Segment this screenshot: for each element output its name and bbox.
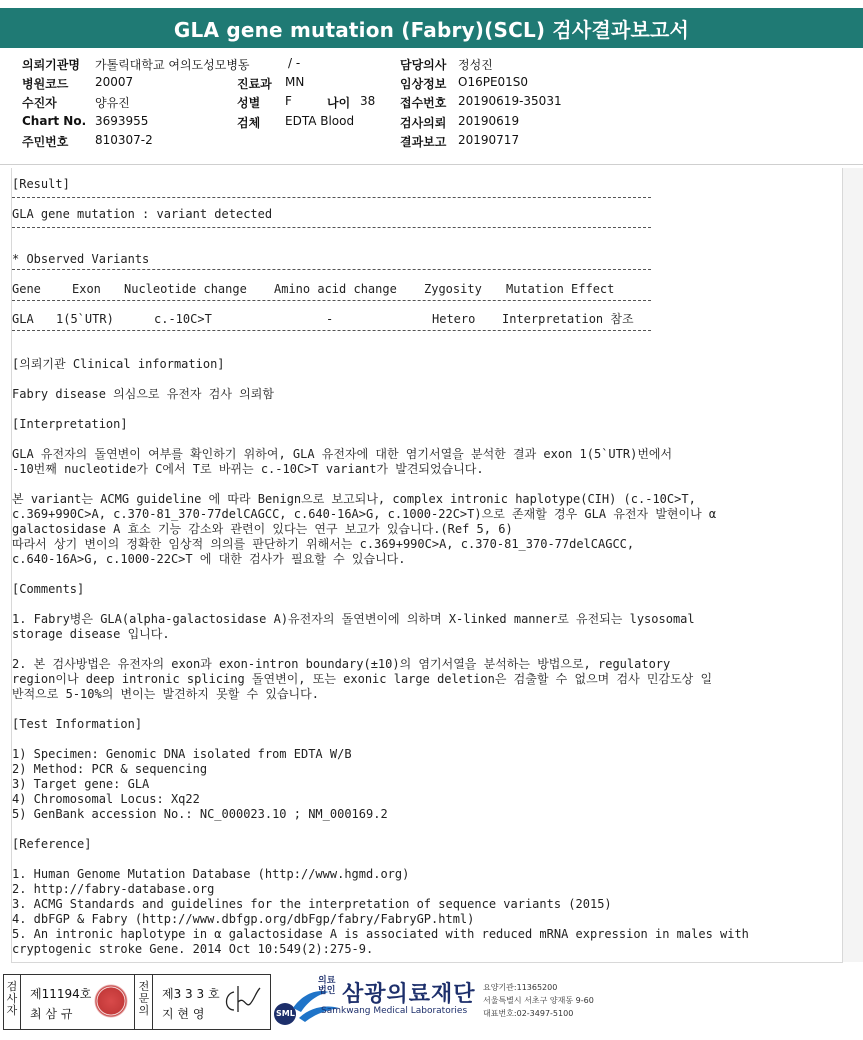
seal-stamp-icon: [94, 984, 128, 1018]
column-header: Zygosity: [424, 282, 482, 296]
column-header: Nucleotide change: [124, 282, 247, 296]
logo-sml-text: SML: [276, 1009, 295, 1018]
sex-value: F: [285, 94, 292, 108]
table-cell: c.-10C>T: [154, 312, 212, 326]
interpretation-line: -10번째 nucleotide가 C에서 T로 바뀌는 c.-10C>T variant가 발견되었습니다.: [12, 462, 484, 476]
result-heading: [Result]: [12, 177, 70, 191]
divider: [12, 227, 651, 228]
interpretation-line: 따라서 상기 변이의 정확한 임상적 의의를 판단하기 위해서는 c.369+990C>A, c.370-81_370-77delCAGCC,: [12, 537, 635, 551]
scrollbar[interactable]: [843, 168, 863, 962]
report-date-label: 결과보고: [400, 135, 447, 149]
reference-line: 2. http://fabry-database.org: [12, 882, 215, 896]
hospital-code-label: 병원코드: [22, 77, 69, 91]
institution-value: 가톨릭대학교 여의도성모병동: [95, 58, 250, 72]
table-cell: GLA: [12, 312, 34, 326]
footer: [0, 968, 863, 1040]
chart-value: 3693955: [95, 114, 149, 128]
column-header: Exon: [72, 282, 101, 296]
divider: [20, 974, 21, 1030]
column-header: Gene: [12, 282, 41, 296]
reference-line: 5. An intronic haplotype in α galactosidase A is associated with reduced mRNA expression in males with: [12, 927, 749, 941]
org-name: 삼광의료재단: [342, 982, 476, 1007]
institution-extra: / -: [288, 56, 301, 70]
tester-name: 최 삼 규: [30, 1007, 73, 1021]
reference-heading: [Reference]: [12, 837, 92, 851]
request-date-label: 검사의뢰: [400, 116, 447, 130]
id-value: 810307-2: [95, 133, 153, 147]
divider: [134, 974, 135, 1030]
table-cell: 1(5`UTR): [56, 312, 114, 326]
sex-label: 성별: [237, 96, 261, 110]
clinical-heading: [의뢰기관 Clinical information]: [12, 357, 225, 371]
doctor-label: 담당의사: [400, 58, 447, 72]
clinical-value: O16PE01S0: [458, 75, 529, 89]
comments-heading: [Comments]: [12, 582, 85, 596]
column-header: Amino acid change: [274, 282, 397, 296]
divider: [12, 269, 651, 270]
result-summary: GLA gene mutation : variant detected: [12, 207, 273, 221]
test-info-line: 1) Specimen: Genomic DNA isolated from EDTA W/B: [12, 747, 352, 761]
patient-info: [0, 48, 863, 165]
org-info-line: 대표번호:02-3497-5100: [483, 1009, 574, 1018]
table-cell: Hetero: [432, 312, 476, 326]
recipient-label: 수진자: [22, 96, 57, 110]
reference-line: 3. ACMG Standards and guidelines for the interpretation of sequence variants (2015): [12, 897, 612, 911]
observed-heading: * Observed Variants: [12, 252, 150, 266]
reference-line: 1. Human Genome Mutation Database (http://www.hgmd.org): [12, 867, 410, 881]
logo-badge: 의료 법인: [318, 976, 336, 996]
interpretation-line: GLA 유전자의 돌연변이 여부를 확인하기 위하여, GLA 유전자에 대한 염기서열을 분석한 결과 exon 1(5`UTR)번에서: [12, 447, 673, 461]
interpretation-heading: [Interpretation]: [12, 417, 128, 431]
interpretation-line: 본 variant는 ACMG guideline 에 따라 Benign으로 보고되나, complex intronic haplotype(CIH) (c.-10C>T,: [12, 492, 696, 506]
comments-line: storage disease 입니다.: [12, 627, 170, 641]
test-info-line: 4) Chromosomal Locus: Xq22: [12, 792, 200, 806]
comments-line: 반적으로 5-10%의 변이는 발견하지 못할 수 있습니다.: [12, 687, 319, 701]
report-body[interactable]: [11, 168, 843, 963]
receipt-no-label: 접수번호: [400, 96, 447, 110]
specimen-label: 검체: [237, 116, 261, 130]
institution-label: 의뢰기관명: [22, 58, 80, 72]
specialist-number: 제3 3 3 호: [162, 987, 220, 1001]
clinical-text: Fabry disease 의심으로 유전자 검사 의뢰함: [12, 387, 274, 401]
clinical-label: 임상정보: [400, 77, 447, 91]
divider: [152, 974, 153, 1030]
doctor-value: 정성진: [458, 58, 493, 72]
test-info-line: 2) Method: PCR & sequencing: [12, 762, 208, 776]
recipient-value: 양유진: [95, 96, 130, 110]
divider: [12, 330, 651, 331]
reference-line: 4. dbFGP & Fabry (http://www.dbfgp.org/dbFgp/fabry/FabryGP.html): [12, 912, 475, 926]
divider: [12, 197, 651, 198]
id-label: 주민번호: [22, 135, 69, 149]
interpretation-line: c.369+990C>A, c.370-81_370-77delCAGCC, c.640-16A>G, c.1000-22C>T)으로 존재할 경우 GLA 유전자 발현이나 α: [12, 507, 717, 521]
comments-line: region이나 deep intronic splicing 돌연변이, 또는 exonic large deletion은 검출할 수 없으며 검사 민감도상 일: [12, 672, 713, 686]
report-title: GLA gene mutation (Fabry)(SCL) 검사결과보고서: [0, 8, 863, 48]
column-header: Mutation Effect: [506, 282, 615, 296]
age-value: 38: [360, 94, 376, 108]
org-info-line: 요양기관:11365200: [483, 983, 558, 992]
specimen-value: EDTA Blood: [285, 114, 355, 128]
report-date-value: 20190717: [458, 133, 520, 147]
table-cell: -: [326, 312, 334, 326]
test-info-line: 3) Target gene: GLA: [12, 777, 150, 791]
comments-line: 1. Fabry병은 GLA(alpha-galactosidase A)유전자의 돌연변이에 의하며 X-linked manner로 유전되는 lysosomal: [12, 612, 695, 626]
org-subtitle: Samkwang Medical Laboratories: [321, 1006, 468, 1016]
org-info-line: 서울특별시 서초구 양재동 9-60: [483, 996, 594, 1005]
specialist-name: 지 현 영: [162, 1007, 205, 1021]
signature-icon: [220, 982, 264, 1018]
divider: [12, 300, 651, 301]
chart-label: Chart No.: [22, 114, 87, 128]
age-label: 나이: [327, 96, 351, 110]
comments-line: 2. 본 검사방법은 유전자의 exon과 exon-intron boundary(±10)의 염기서열을 분석하는 방법으로, regulatory: [12, 657, 671, 671]
table-cell: Interpretation 참조: [502, 312, 634, 326]
hospital-code-value: 20007: [95, 75, 134, 89]
specialist-vertical-label: 전 문 의: [138, 980, 150, 1017]
dept-value: MN: [285, 75, 305, 89]
dept-label: 진료과: [237, 77, 272, 91]
test-info-line: 5) GenBank accession No.: NC_000023.10 ; NM_000169.2: [12, 807, 388, 821]
interpretation-line: c.640-16A>G, c.1000-22C>T 에 대한 검사가 필요할 수 있습니다.: [12, 552, 406, 566]
test-info-heading: [Test Information]: [12, 717, 143, 731]
receipt-no-value: 20190619-35031: [458, 94, 562, 108]
tester-vertical-label: 검 사 자: [6, 980, 18, 1017]
interpretation-line: galactosidase A 효소 기능 감소와 관련이 있다는 연구 보고가 있습니다.(Ref 5, 6): [12, 522, 513, 536]
request-date-value: 20190619: [458, 114, 520, 128]
tester-number: 제11194호: [30, 987, 92, 1001]
reference-line: cryptogenic stroke Gene. 2014 Oct 10:549(2):275-9.: [12, 942, 374, 956]
